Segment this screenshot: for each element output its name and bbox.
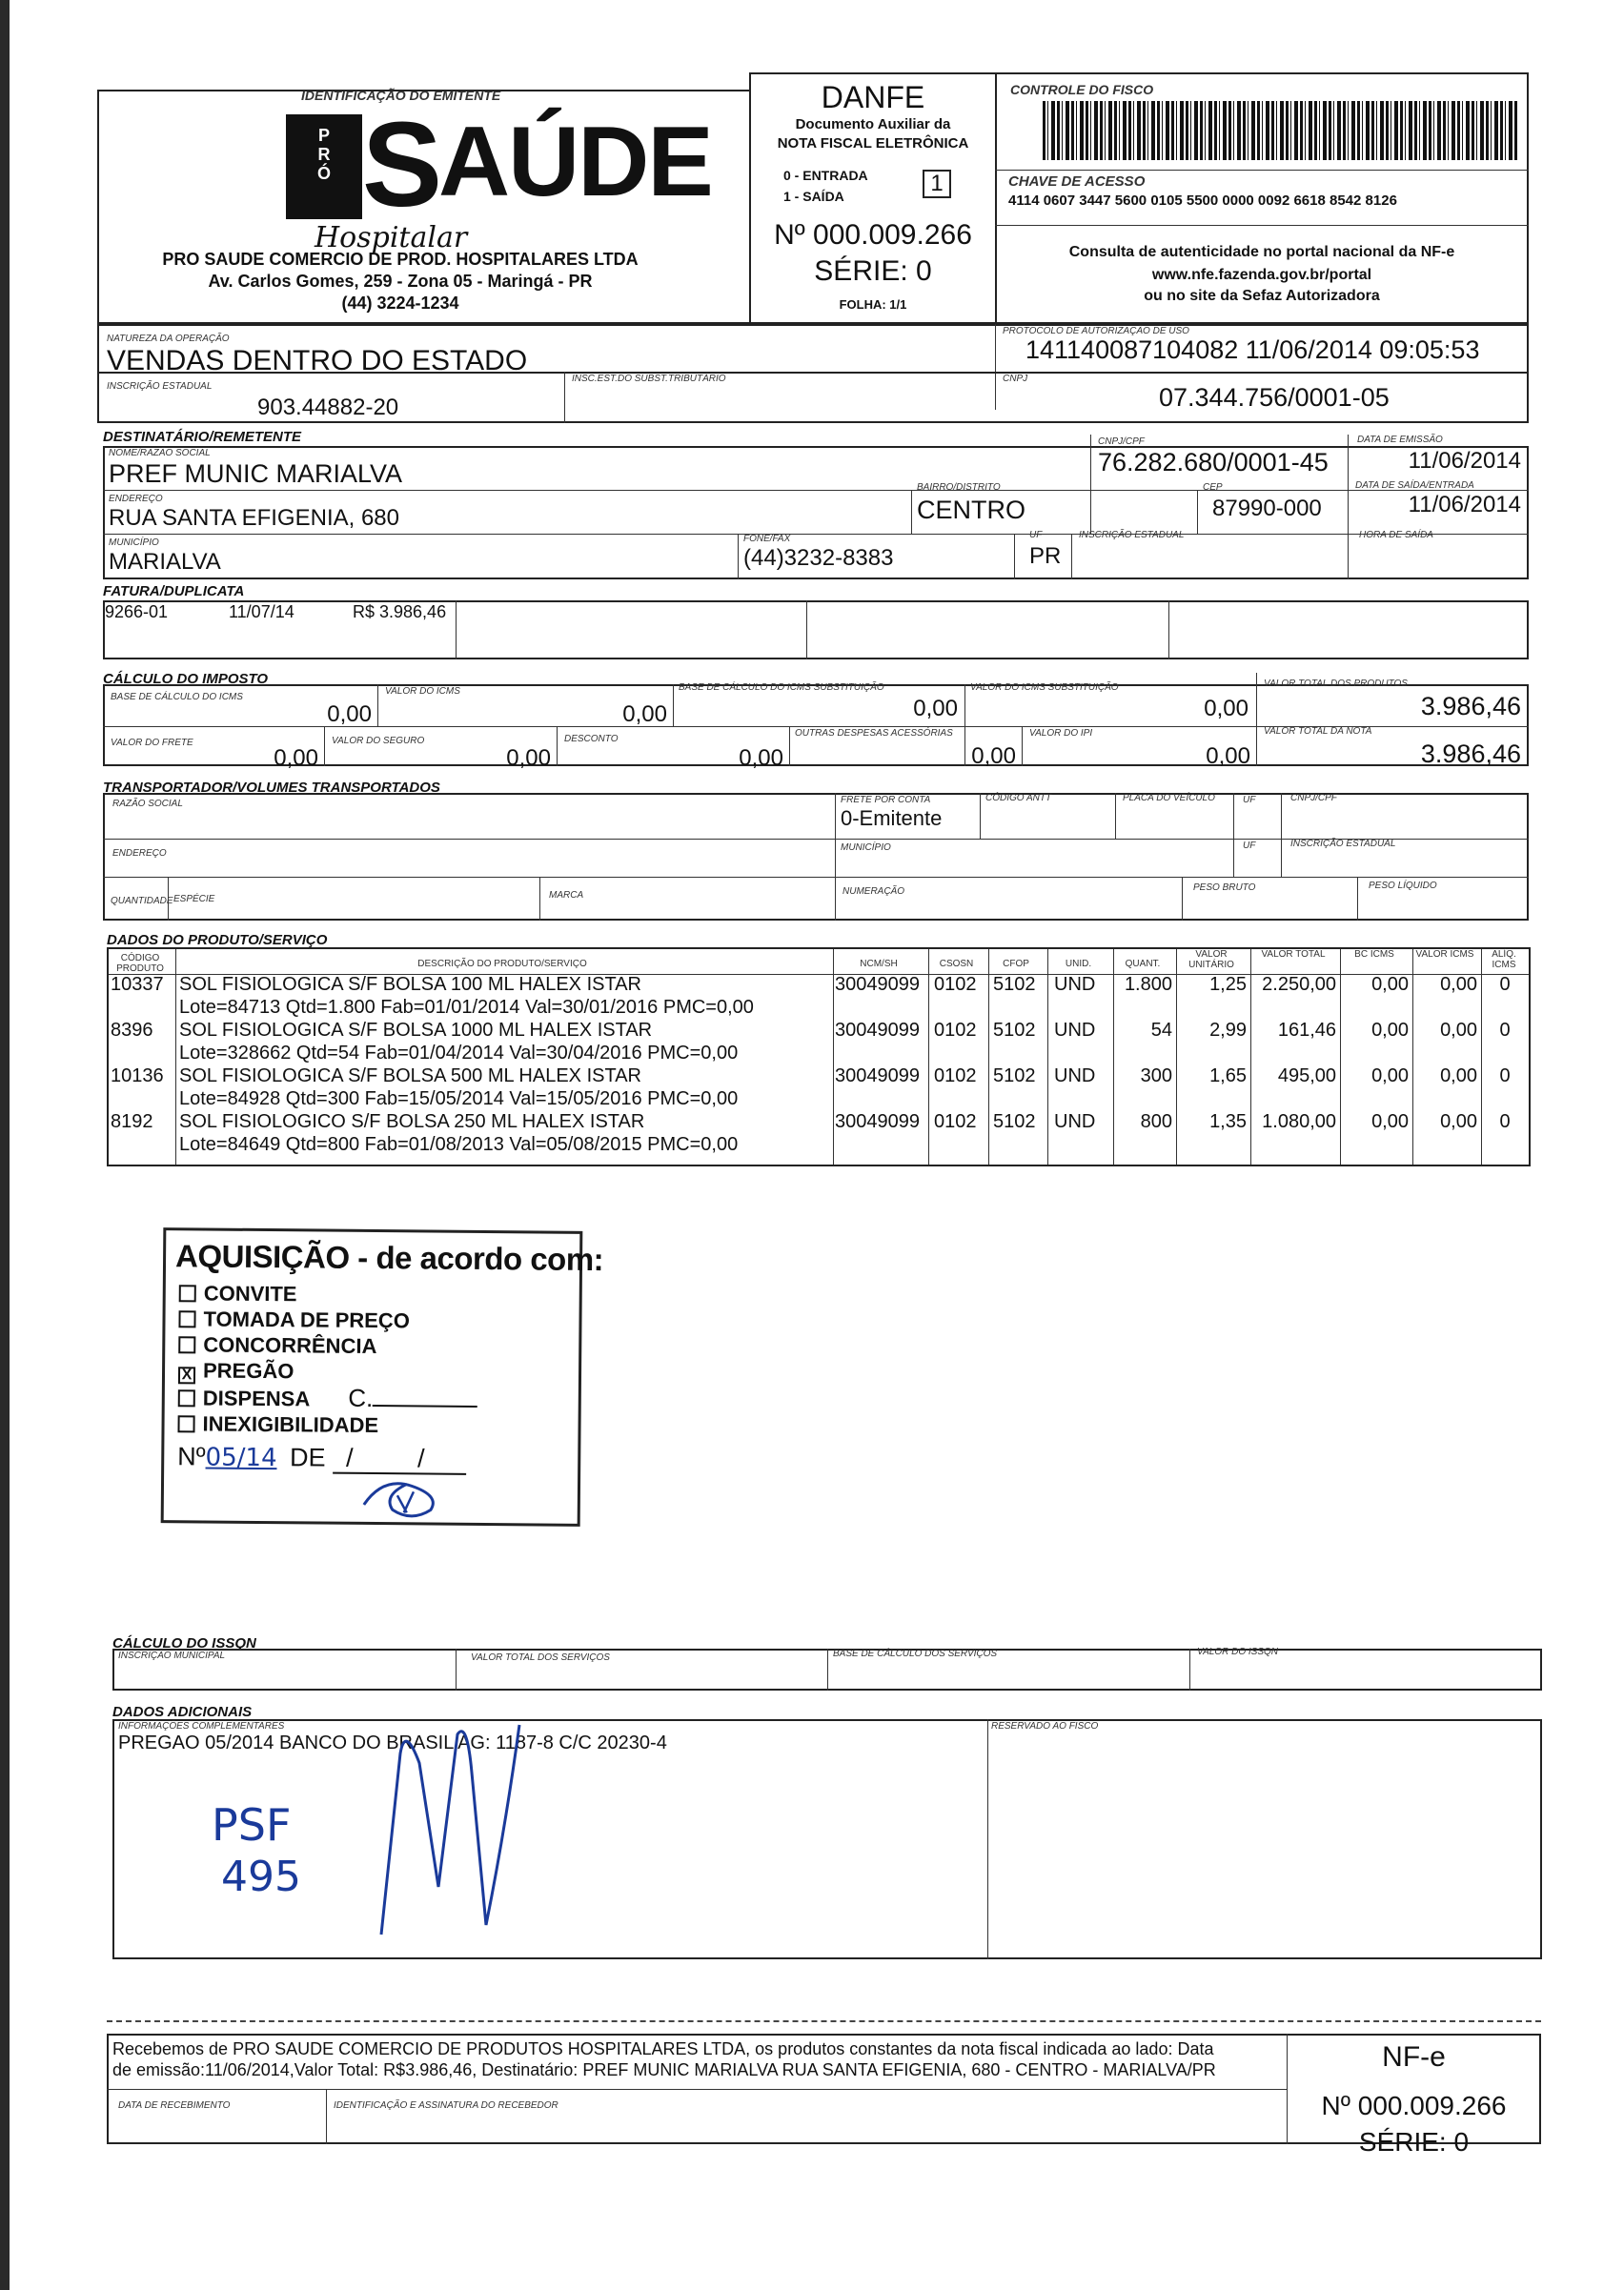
transp-ie-label: INSCRIÇÃO ESTADUAL	[1290, 839, 1396, 849]
consulta-line2: www.nfe.fazenda.gov.br/portal	[1151, 267, 1372, 283]
bc-st: 0,00	[913, 696, 958, 721]
canhoto-texto2: de emissão:11/06/2014,Valor Total: R$3.986,46, Destinatário: PREF MUNIC MARIALVA RUA SANTA EFIGENIA, 680 - CENTRO - MARIALVA/PR	[112, 2060, 1216, 2079]
item-lote: Lote=328662 Qtd=54 Fab=01/04/2014 Val=30/04/2016 PMC=0,00	[179, 1043, 739, 1064]
table-row	[109, 1065, 1529, 1113]
dest-endereco: RUA SANTA EFIGENIA, 680	[109, 505, 399, 531]
table-row	[109, 974, 1529, 1022]
col-quant: QUANT.	[1125, 959, 1161, 969]
assinatura-label: IDENTIFICAÇÃO E ASSINATURA DO RECEBEDOR	[334, 2100, 558, 2111]
item-descricao: SOL FISIOLOGICO S/F BOLSA 250 ML HALEX ISTAR	[179, 1111, 645, 1132]
data-saida: 11/06/2014	[1408, 492, 1521, 517]
total-prod-label: VALOR TOTAL DOS PRODUTOS	[1264, 679, 1408, 689]
item-bc: 0,00	[1371, 1020, 1409, 1041]
transp-peso-bruto-label: PESO BRUTO	[1193, 882, 1256, 893]
item-unid: UND	[1054, 974, 1096, 995]
municipio-label: MUNICÍPIO	[109, 537, 159, 548]
access-key-barcode	[1043, 101, 1519, 160]
dest-endereco-label: ENDEREÇO	[109, 494, 163, 504]
scan-edge	[0, 0, 10, 2290]
info-label: INFORMAÇÕES COMPLEMENTARES	[118, 1721, 285, 1732]
item-ncm: 30049099	[835, 974, 920, 995]
icms-st-label: VALOR DO ICMS SUBSTITUIÇÃO	[970, 682, 1119, 693]
item-descricao: SOL FISIOLOGICA S/F BOLSA 500 ML HALEX ISTAR	[179, 1065, 641, 1086]
stamp-option-label: DISPENSA	[202, 1386, 311, 1411]
stamp-option-label: CONCORRÊNCIA	[203, 1332, 377, 1359]
item-csosn: 0102	[934, 974, 977, 995]
cep-label: CEP	[1203, 482, 1223, 493]
natureza-value: VENDAS DENTRO DO ESTADO	[107, 345, 528, 376]
handwritten-signature	[362, 1715, 534, 1944]
desconto: 0,00	[739, 745, 783, 771]
item-unit: 1,25	[1209, 974, 1247, 995]
fatura-numero: 9266-01	[105, 602, 169, 621]
handwritten-495: 495	[221, 1853, 301, 1901]
outras-label: OUTRAS DESPESAS ACESSÓRIAS	[795, 728, 953, 739]
item-total: 161,46	[1277, 1020, 1336, 1041]
item-codigo: 8192	[111, 1111, 153, 1132]
danfe-subtitle1: Documento Auxiliar da	[795, 116, 951, 132]
checked-checkbox-icon: X	[178, 1367, 195, 1384]
dest-nome: PREF MUNIC MARIALVA	[109, 459, 403, 488]
item-total: 2.250,00	[1262, 974, 1336, 995]
item-lote: Lote=84713 Qtd=1.800 Fab=01/01/2014 Val=30/01/2016 PMC=0,00	[179, 997, 754, 1018]
item-quant: 54	[1150, 1020, 1172, 1041]
item-quant: 300	[1140, 1065, 1172, 1086]
danfe-entrada: 0 - ENTRADA	[783, 168, 868, 183]
icms-st: 0,00	[1204, 696, 1248, 721]
bc-icms: 0,00	[327, 701, 372, 727]
cnpj-emit-label: CNPJ	[1003, 374, 1028, 384]
transportador-box	[103, 793, 1529, 921]
dest-nome-label: NOME/RAZÃO SOCIAL	[109, 448, 211, 458]
bc-icms-label: BASE DE CÁLCULO DO ICMS	[111, 692, 243, 702]
transp-cnpj-label: CNPJ/CPF	[1290, 793, 1337, 803]
stamp-option	[179, 1280, 479, 1308]
transp-municipio-label: MUNICÍPIO	[841, 842, 891, 853]
item-aliq: 0	[1499, 1065, 1511, 1086]
transp-especie-label: ESPÉCIE	[173, 894, 215, 904]
item-csosn: 0102	[934, 1111, 977, 1132]
item-unid: UND	[1054, 1020, 1096, 1041]
seguro-label: VALOR DO SEGURO	[332, 736, 425, 746]
item-aliq: 0	[1499, 1111, 1511, 1132]
danfe-saida: 1 - SAÍDA	[783, 189, 844, 204]
item-quant: 800	[1140, 1111, 1172, 1132]
handwritten-psf: PSF	[212, 1799, 292, 1851]
item-lote: Lote=84649 Qtd=800 Fab=01/08/2013 Val=05/08/2015 PMC=0,00	[179, 1134, 739, 1155]
protocolo-value: 141140087104082 11/06/2014 09:05:53	[1025, 335, 1480, 364]
item-lote: Lote=84928 Qtd=300 Fab=15/05/2014 Val=15/05/2016 PMC=0,00	[179, 1088, 739, 1109]
item-total: 495,00	[1277, 1065, 1336, 1086]
protocolo-label: PROTOCOLO DE AUTORIZAÇÃO DE USO	[1003, 326, 1189, 336]
fatura-vencimento: 11/07/14	[229, 602, 294, 621]
item-total: 1.080,00	[1262, 1111, 1336, 1132]
desconto-label: DESCONTO	[564, 734, 619, 744]
col-csosn: CSOSN	[939, 959, 974, 969]
fone: (44)3232-8383	[743, 545, 894, 571]
item-codigo: 8396	[111, 1020, 153, 1041]
item-vicms: 0,00	[1440, 1020, 1477, 1041]
cut-line	[107, 2020, 1541, 2022]
item-quant: 1.800	[1124, 974, 1172, 995]
natureza-label: NATUREZA DA OPERAÇÃO	[107, 334, 230, 344]
emitente-section-label: IDENTIFICAÇÃO DO EMITENTE	[301, 88, 501, 103]
ipi: 0,00	[1206, 743, 1250, 769]
hora-saida-label: HORA DE SAÍDA	[1359, 530, 1433, 540]
danfe-title: DANFE	[821, 80, 925, 114]
transp-numeracao-label: NUMERAÇÃO	[842, 886, 905, 897]
transp-marca-label: MARCA	[549, 890, 584, 901]
produtos-section: DADOS DO PRODUTO/SERVIÇO	[107, 932, 328, 948]
item-unit: 2,99	[1209, 1020, 1247, 1041]
transportador-section: TRANSPORTADOR/VOLUMES TRANSPORTADOS	[103, 780, 440, 796]
fatura-box	[103, 600, 1529, 659]
item-bc: 0,00	[1371, 974, 1409, 995]
canhoto-texto1: Recebemos de PRO SAUDE COMERCIO DE PRODUTOS HOSPITALARES LTDA, os produtos constantes da nota fiscal indicada ao lado: Data	[112, 2039, 1214, 2058]
chave-value: 4114 0607 3447 5600 0105 5500 0000 0092 6618 8542 8126	[1008, 193, 1397, 209]
item-cfop: 5102	[993, 1020, 1036, 1041]
item-aliq: 0	[1499, 1020, 1511, 1041]
emitente-endereco: Av. Carlos Gomes, 259 - Zona 05 - Maringá - PR	[208, 272, 593, 291]
table-row	[109, 1020, 1529, 1067]
municipio: MARIALVA	[109, 549, 221, 575]
icms: 0,00	[622, 701, 667, 727]
transp-razao-label: RAZÃO SOCIAL	[112, 799, 183, 809]
cnpj-emit-value: 07.344.756/0001-05	[1159, 383, 1390, 412]
canhoto-nfe: NF-e	[1382, 2041, 1446, 2073]
ipi-label: VALOR DO IPI	[1029, 728, 1093, 739]
dest-cnpj: 76.282.680/0001-45	[1098, 448, 1329, 476]
transp-uf-label: UF	[1243, 795, 1256, 805]
item-codigo: 10136	[111, 1065, 164, 1086]
data-saida-label: DATA DE SAÍDA/ENTRADA	[1355, 480, 1474, 491]
col-codigo: CÓDIGO PRODUTO	[116, 953, 164, 974]
consulta-line3: ou no site da Sefaz Autorizadora	[1144, 288, 1380, 304]
imposto-section: CÁLCULO DO IMPOSTO	[103, 671, 269, 687]
issqn-bc-label: BASE DE CÁLCULO DOS SERVIÇOS	[833, 1649, 998, 1659]
logo-s: S	[362, 97, 443, 232]
total-prod: 3.986,46	[1420, 692, 1521, 720]
stamp-option	[178, 1357, 478, 1387]
dest-cnpj-label: CNPJ/CPF	[1098, 436, 1145, 447]
danfe-serie: SÉRIE: 0	[814, 255, 932, 287]
stamp-option	[178, 1384, 478, 1413]
bc-st-label: BASE DE CÁLCULO DO ICMS SUBSTITUIÇÃO	[679, 682, 884, 693]
issqn-im-label: INSCRIÇÃO MUNICIPAL	[118, 1651, 226, 1661]
stamp-dispensa-c: C.	[348, 1383, 374, 1413]
icms-label: VALOR DO ICMS	[385, 686, 460, 697]
transp-peso-liquido-label: PESO LÍQUIDO	[1369, 881, 1437, 891]
ie-value: 903.44882-20	[257, 395, 399, 420]
stamp-numero-prefix: Nº	[177, 1442, 206, 1471]
issqn-servicos-label: VALOR TOTAL DOS SERVIÇOS	[471, 1652, 610, 1663]
cep: 87990-000	[1212, 496, 1322, 521]
stamp-option	[177, 1410, 477, 1439]
consulta-line1: Consulta de autenticidade no portal nacional da NF-e	[1068, 244, 1455, 260]
col-vicms: VALOR ICMS	[1415, 949, 1474, 960]
item-unit: 1,35	[1209, 1111, 1247, 1132]
item-codigo: 10337	[111, 974, 164, 995]
item-cfop: 5102	[993, 974, 1036, 995]
bairro-label: BAIRRO/DISTRITO	[917, 482, 1001, 493]
item-cfop: 5102	[993, 1065, 1036, 1086]
dest-ie-label: INSCRIÇÃO ESTADUAL	[1079, 530, 1185, 540]
fatura-section: FATURA/DUPLICATA	[103, 583, 245, 599]
info-value: PREGAO 05/2014 BANCO DO BRASIL AG: 1187-8 C/C 20230-4	[118, 1733, 667, 1753]
transp-antt-label: CÓDIGO ANTT	[985, 793, 1052, 803]
reservado-fisco-label: RESERVADO AO FISCO	[991, 1721, 1099, 1732]
col-cfop: CFOP	[1003, 959, 1029, 969]
stamp-option-label: TOMADA DE PREÇO	[203, 1307, 410, 1333]
data-recebimento-label: DATA DE RECEBIMENTO	[118, 2100, 231, 2111]
stamp-title: AQUISIÇÃO - de acordo com:	[174, 1238, 604, 1278]
stamp-data: / /	[333, 1444, 467, 1475]
col-bc: BC ICMS	[1354, 949, 1394, 960]
checkbox-icon	[178, 1310, 195, 1327]
seguro: 0,00	[506, 745, 551, 771]
stamp-option-label: PREGÃO	[202, 1358, 294, 1384]
canhoto-numero: Nº 000.009.266	[1321, 2091, 1507, 2120]
item-ncm: 30049099	[835, 1111, 920, 1132]
checkbox-icon	[179, 1285, 196, 1302]
transp-qtd-label: QUANTIDADE	[111, 896, 173, 906]
checkbox-icon	[177, 1415, 194, 1432]
stamp-signature	[355, 1467, 470, 1525]
item-vicms: 0,00	[1440, 1111, 1477, 1132]
col-aliq: ALÍQ. ICMS	[1492, 949, 1516, 970]
frete-label: VALOR DO FRETE	[111, 738, 193, 748]
logo-aude: AÚDE	[438, 107, 712, 217]
item-descricao: SOL FISIOLOGICA S/F BOLSA 1000 ML HALEX ISTAR	[179, 1020, 653, 1041]
transp-placa-label: PLACA DO VEÍCULO	[1123, 793, 1215, 803]
total-nota-label: VALOR TOTAL DA NOTA	[1264, 726, 1372, 737]
item-bc: 0,00	[1371, 1111, 1409, 1132]
danfe-subtitle2: NOTA FISCAL ELETRÔNICA	[777, 135, 969, 152]
item-ncm: 30049099	[835, 1020, 920, 1041]
logo-letters: PRÓ	[315, 126, 334, 183]
item-csosn: 0102	[934, 1065, 977, 1086]
col-unit: VALOR UNITÁRIO	[1188, 949, 1234, 970]
emitente-telefone: (44) 3224-1234	[341, 294, 459, 313]
transp-frete-label: FRETE POR CONTA	[841, 795, 931, 805]
danfe-folha: FOLHA: 1/1	[839, 297, 907, 312]
fisco-controle-label: CONTROLE DO FISCO	[1010, 82, 1154, 97]
item-cfop: 5102	[993, 1111, 1036, 1132]
logo-script: Hospitalar	[315, 221, 468, 254]
item-vicms: 0,00	[1440, 974, 1477, 995]
fone-label: FONE/FAX	[743, 534, 791, 544]
outras: 0,00	[971, 743, 1016, 769]
adicionais-box	[112, 1719, 1542, 1959]
stamp-option-label: CONVITE	[203, 1281, 297, 1307]
item-bc: 0,00	[1371, 1065, 1409, 1086]
transp-frete: 0-Emitente	[841, 806, 943, 830]
transp-endereco-label: ENDEREÇO	[112, 848, 167, 859]
col-ncm: NCM/SH	[860, 959, 898, 969]
total-nota: 3.986,46	[1420, 740, 1521, 768]
stamp-numero: 05/14	[205, 1443, 277, 1473]
ie-label: INSCRIÇÃO ESTADUAL	[107, 381, 213, 392]
issqn-valor-label: VALOR DO ISSQN	[1197, 1647, 1279, 1657]
item-unid: UND	[1054, 1111, 1096, 1132]
data-emissao: 11/06/2014	[1408, 448, 1521, 474]
stamp-option	[178, 1306, 478, 1334]
col-unid: UNID.	[1065, 959, 1092, 969]
bairro: CENTRO	[917, 496, 1025, 524]
item-unid: UND	[1054, 1065, 1096, 1086]
uf: PR	[1029, 543, 1062, 569]
stamp-options	[177, 1280, 478, 1439]
table-row	[109, 1111, 1529, 1159]
chave-label: CHAVE DE ACESSO	[1008, 173, 1146, 190]
item-csosn: 0102	[934, 1020, 977, 1041]
item-vicms: 0,00	[1440, 1065, 1477, 1086]
stamp-option	[178, 1331, 478, 1360]
destinatario-section: DESTINATÁRIO/REMETENTE	[103, 429, 302, 445]
item-descricao: SOL FISIOLOGICA S/F BOLSA 100 ML HALEX ISTAR	[179, 974, 641, 995]
canhoto-serie: SÉRIE: 0	[1358, 2127, 1470, 2157]
logo-pro-block	[286, 114, 362, 219]
checkbox-icon	[178, 1336, 195, 1353]
emitente-razao: PRO SAUDE COMERCIO DE PROD. HOSPITALARES LTDA	[162, 250, 639, 269]
frete: 0,00	[274, 745, 318, 771]
col-descricao: DESCRIÇÃO DO PRODUTO/SERVIÇO	[417, 959, 587, 969]
stamp-de: DE	[289, 1443, 326, 1472]
ie-st-label: INSC.EST.DO SUBST.TRIBUTÁRIO	[572, 374, 726, 384]
transp-uf2-label: UF	[1243, 841, 1256, 851]
adicionais-section: DADOS ADICIONAIS	[112, 1704, 253, 1720]
danfe-numero: Nº 000.009.266	[774, 219, 972, 251]
col-total: VALOR TOTAL	[1261, 949, 1326, 960]
danfe-tipo: 1	[923, 170, 951, 198]
item-unit: 1,65	[1209, 1065, 1247, 1086]
data-emissao-label: DATA DE EMISSÃO	[1357, 435, 1443, 445]
aquisicao-stamp	[161, 1227, 604, 1527]
item-ncm: 30049099	[835, 1065, 920, 1086]
issqn-section: CÁLCULO DO ISSQN	[112, 1635, 256, 1652]
uf-label: UF	[1029, 530, 1043, 540]
stamp-option-label: INEXIGIBILIDADE	[202, 1411, 379, 1438]
item-aliq: 0	[1499, 974, 1511, 995]
fatura-valor: R$ 3.986,46	[353, 602, 447, 621]
checkbox-icon	[178, 1389, 195, 1407]
